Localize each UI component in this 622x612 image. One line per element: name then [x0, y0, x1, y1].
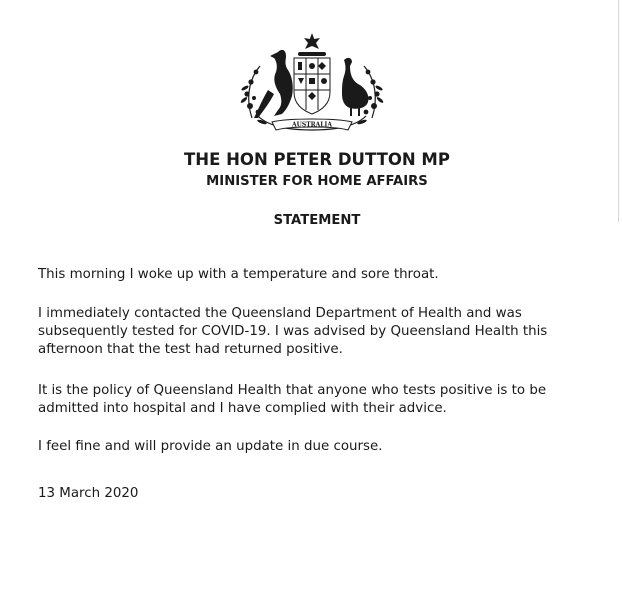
statement-date: 13 March 2020 [38, 486, 139, 501]
minister-role: MINISTER FOR HOME AFFAIRS [206, 174, 428, 189]
coat-of-arms-icon [238, 30, 386, 138]
minister-name: THE HON PETER DUTTON MP [184, 150, 450, 169]
crest-motto: AUSTRALIA [291, 121, 333, 129]
paragraph-1: This morning I woke up with a temperature and sore throat. [38, 267, 439, 282]
paragraph-3: It is the policy of Queensland Health that anyone who tests positive is to be admitted into hospital and I have complied with their advice. [38, 383, 547, 416]
paragraph-2: I immediately contacted the Queensland Department of Health and was subsequently tested for COVID-19. I was advised by Queensland Health this afternoon that the test had returned positive. [38, 306, 548, 357]
paragraph-4: I feel fine and will provide an update in due course. [38, 439, 383, 454]
document-type-title: STATEMENT [273, 213, 361, 228]
